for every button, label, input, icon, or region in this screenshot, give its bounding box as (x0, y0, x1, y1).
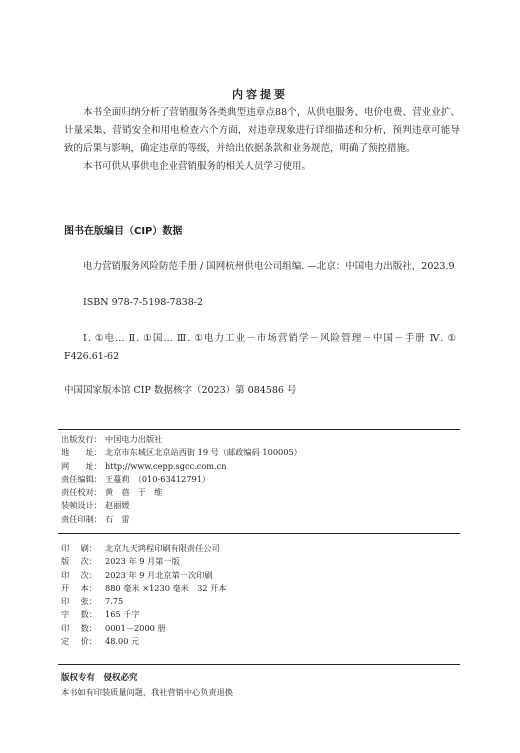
info-row: 责任编辑： 王蔓莉 （010-63412791） (61, 473, 211, 484)
info-row: 责任印制： 石 雷 (61, 513, 130, 524)
cip-record: 中国国家版本馆 CIP 数据核字（2023）第 084586 号 (64, 385, 297, 396)
info-label: 字 数： (61, 609, 97, 620)
cip-classification-block (64, 330, 456, 366)
info-row (61, 555, 226, 568)
summary-body (64, 104, 460, 176)
info-value: 880 毫米 ×1230 毫米 32 开本 (105, 582, 227, 593)
info-row (61, 582, 226, 595)
info-row: 网 址： http://www.cepp.sgcc.com.cn (61, 460, 227, 471)
info-row: 地 址： 北京市东城区北京站西街 19 号（邮政编码 100005） (61, 447, 302, 458)
summary-title: 内容提要 (232, 88, 288, 101)
cip-heading: 图书在版编目（CIP）数据 (64, 226, 183, 237)
cip-description-block (64, 258, 456, 276)
divider (58, 664, 460, 665)
info-label: 印 次： (61, 569, 97, 580)
info-row (61, 595, 226, 608)
info-value: 0001－2000 册 (105, 622, 166, 633)
info-label: 版 次： (61, 556, 97, 567)
publisher-info (61, 433, 302, 526)
divider (58, 533, 460, 534)
cip-description: 电力营销服务风险防范手册 / 国网杭州供电公司组编. —北京：中国电力出版社，2023.9 (83, 261, 455, 272)
info-label: 印 刷： (61, 543, 97, 553)
info-value: 北京九天鸿程印刷有限责任公司 (105, 543, 220, 553)
summary-paragraph: 本书全面归纳分析了营销服务各类典型违章点88个，从供电服务、电价电费、营业业扩、计量采集、营销安全和用电检查六个方面，对违章现象进行详细描述和分析，预判违章可能导致的后果与影响，确定违章的等级，并给出依据条款和业务规范，明确了预控措施。 (64, 107, 460, 154)
info-row (61, 542, 226, 555)
info-row (61, 608, 226, 621)
info-label: 开 本： (61, 582, 97, 593)
copyright-notice: 本书如有印装质量问题，我社营销中心负责退换 (61, 687, 233, 697)
info-label: 定 价： (61, 636, 97, 647)
info-row: 责任校对： 黄 蓓 于 维 (61, 487, 163, 498)
copyright-heading: 版权专有 侵权必究 (61, 673, 138, 683)
info-value: 7.75 (105, 596, 124, 607)
cip-isbn: ISBN 978-7-5198-7838-2 (83, 297, 203, 308)
info-row: 出版发行： 中国电力出版社 (61, 434, 163, 444)
info-label: 印 张： (61, 596, 97, 607)
print-info (61, 542, 226, 648)
info-value: 2023 年 9 月第一版 (105, 556, 180, 567)
info-row: 装帧设计： 赵丽媛 (61, 500, 130, 511)
divider (58, 429, 460, 430)
info-value: 165 千字 (105, 609, 140, 620)
summary-paragraph: 本书可供从事供电企业营销服务的相关人员学习使用。 (83, 161, 312, 172)
info-row (61, 622, 226, 635)
info-value: 48.00 元 (105, 636, 140, 647)
info-label: 印 数： (61, 622, 97, 633)
info-value: 2023 年 9 月北京第一次印刷 (105, 569, 213, 580)
info-row (61, 635, 226, 648)
cip-classification: Ⅰ. ①电… Ⅱ. ①国… Ⅲ. ①电力工业－市场营销学－风险管理－中国－手册 Ⅳ. ① F426.61-62 (64, 333, 456, 362)
info-row (61, 569, 226, 582)
